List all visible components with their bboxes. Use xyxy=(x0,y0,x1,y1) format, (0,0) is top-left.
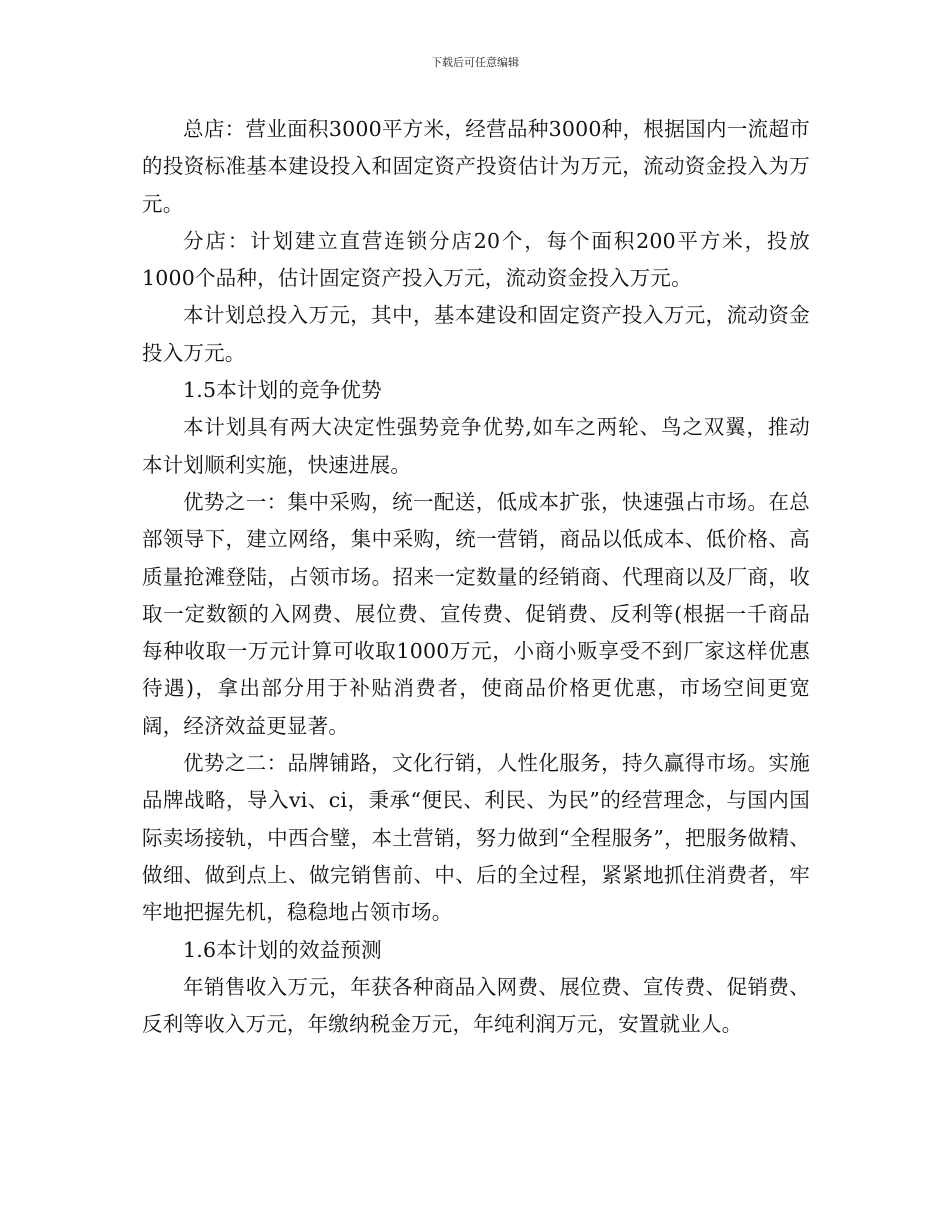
paragraph-benefit-forecast: 年销售收入万元，年获各种商品入网费、展位费、宣传费、促销费、反利等收入万元，年缴纳税金万元，年纯利润万元，安置就业人。 xyxy=(142,974,810,1037)
paragraph-main-store: 总店：营业面积3000平方米，经营品种3000种，根据国内一流超市的投资标准基本建设投入和固定资产投资估计为万元，流动资金投入为万元。 xyxy=(142,117,810,216)
page-header: 下载后可任意编辑 xyxy=(431,56,519,69)
paragraph-branch-stores: 分店：计划建立直营连锁分店20个，每个面积200平方米，投放1000个品种，估计固定资产投入万元，流动资金投入万元。 xyxy=(142,228,810,291)
section-heading-competitive-advantage: 1.5本计划的竞争优势 xyxy=(183,378,382,403)
paragraph-advantage-one: 优势之一：集中采购，统一配送，低成本扩张，快速强占市场。在总部领导下，建立网络，集中采购，统一营销，商品以低成本、低价格、高质量抢滩登陆，占领市场。招来一定数量的经销商、代理商以及厂商，收取一定数额的入网费、展位费、宣传费、促销费、反利等(根据一千商品每种收取一万元计算可收取1000万元，小商小贩享受不到厂家这样优惠待遇)，拿出部分用于补贴消费者，使商品价格更优惠，市场空间更宽阔，经济效益更显著。 xyxy=(142,489,810,738)
paragraph-total-investment: 本计划总投入万元，其中，基本建设和固定资产投入万元，流动资金投入万元。 xyxy=(142,303,810,365)
paragraph-advantage-summary: 本计划具有两大决定性强势竞争优势,如车之两轮、鸟之双翼，推动本计划顺利实施，快速进展。 xyxy=(142,415,810,477)
paragraph-advantage-two: 优势之二：品牌铺路，文化行销，人性化服务，持久赢得市场。实施品牌战略，导入vi、ci，秉承“便民、利民、为民”的经营理念，与国内国际卖场接轨，中西合璧，本土营销，努力做到“全程服务”，把服务做精、做细、做到点上、做完销售前、中、后的全过程，紧紧地抓住消费者，牢牢地把握先机，稳稳地占领市场。 xyxy=(142,751,810,925)
section-heading-benefit-forecast: 1.6本计划的效益预测 xyxy=(183,937,382,962)
document-body xyxy=(142,111,810,1043)
